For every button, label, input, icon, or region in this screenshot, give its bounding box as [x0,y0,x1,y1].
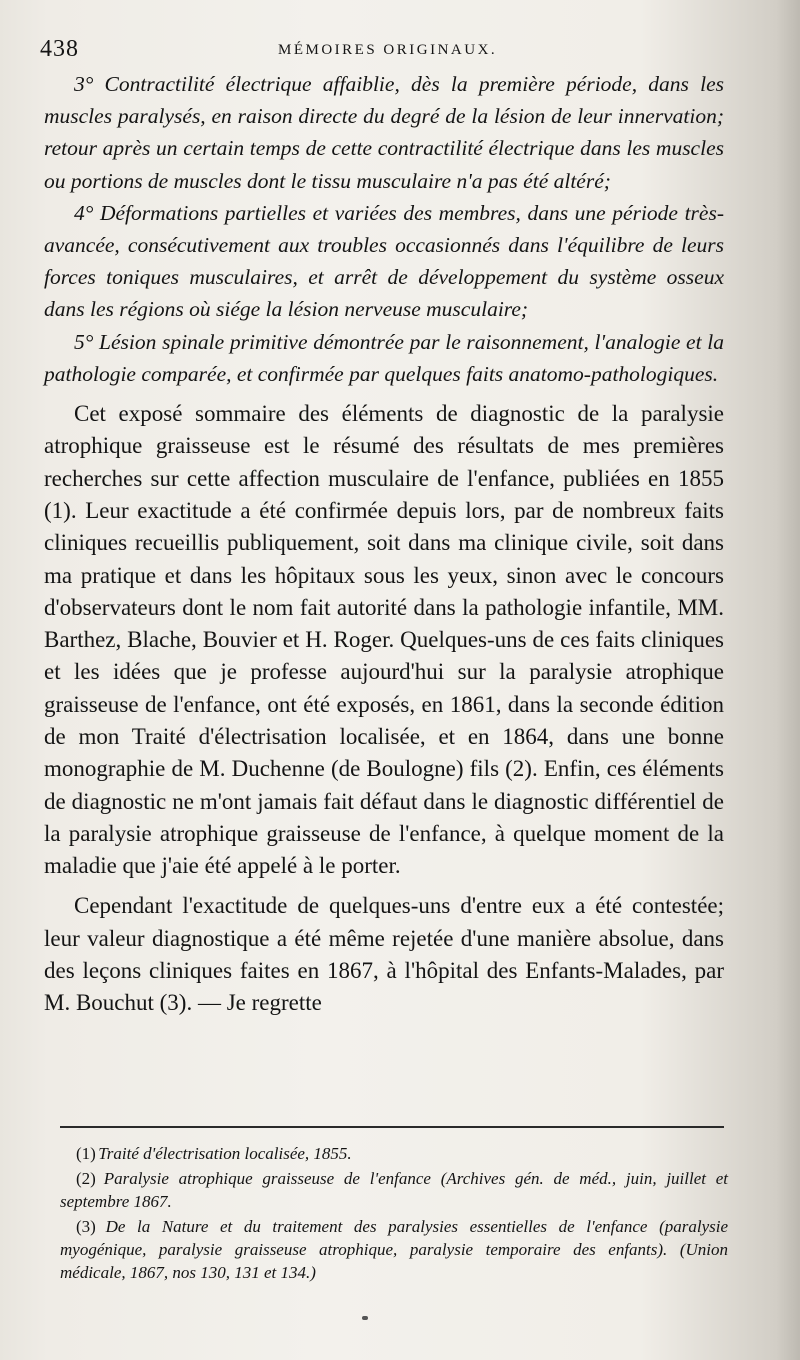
paragraph-diagnostic-summary: Cet exposé sommaire des éléments de diagnostic de la paralysie atrophique graisseuse est le résumé des résultats de mes premières recherches sur cette affection musculaire de l'enfance, publiées en 1855 (1). Leur exactitude a été confirmée depuis lors, par de nombreux faits cliniques recueillis publiquement, soit dans ma clinique civile, soit dans ma pratique et dans les hôpitaux sous les yeux, sinon avec le concours d'observateurs dont le nom fait autorité dans la pathologie infantile, MM. Barthez, Blache, Bouvier et H. Roger. Quelques-uns de ces faits cliniques et les idées que je professe aujourd'hui sur la paralysie atrophique graisseuse de l'enfance, ont été exposés, en 1861, dans la seconde édition de mon Traité d'électrisation localisée, et en 1864, dans une bonne monographie de M. Duchenne (de Boulogne) fils (2). Enfin, ces éléments de diagnostic ne m'ont jamais fait défaut dans le diagnostic différentiel de la paralysie atrophique graisseuse de l'enfance, à quelque moment de la maladie que j'aie été appelé à le porter. [44,401,724,879]
page-header [40,36,720,66]
footnote-text: De la Nature et du traitement des paralysies essentielles de l'enfance (paralysie myogénique, paralysie graisseuse atrophique, paralysie temporaire des enfants). (Union médicale, 1867, nos 130, 131 et 134.) [60,1217,728,1282]
footnote-divider [60,1126,724,1128]
footnote-item [60,1142,728,1165]
print-speck [362,1316,368,1320]
footnote-number: (2) [76,1169,96,1188]
paragraph-item-3: 3° Contractilité électrique affaiblie, dès la première période, dans les muscles paralysés, en raison directe du degré de la lésion de leur innervation; retour après un certain temps de cette contractilité électrique dans les muscles ou portions de muscles dont le tissu musculaire n'a pas été altéré; [44,72,724,193]
footnote-item [60,1215,728,1284]
main-text [44,68,724,1020]
footnote-text: Paralysie atrophique graisseuse de l'enfance (Archives gén. de méd., juin, juillet et septembre 1867. [60,1169,729,1211]
paragraph-item-5: 5° Lésion spinale primitive démontrée par le raisonnement, l'analogie et la pathologie comparée, et confirmée par quelques faits anatomo-pathologiques. [44,329,724,386]
paragraph-item-4: 4° Déformations partielles et variées des membres, dans une période très-avancée, consécutivement aux troubles occasionnés dans l'équilibre de leurs forces toniques musculaires, et arrêt de développement du système osseux dans les régions où siége la lésion nerveuse musculaire; [44,200,724,322]
page-number: 438 [40,36,79,62]
footnote-number: (1) [76,1144,96,1163]
footnote-number: (3) [76,1217,96,1236]
footnotes [60,1142,728,1286]
footnote-text: Traité d'électrisation localisée, 1855. [98,1144,352,1163]
footnote-item [60,1167,728,1213]
paragraph-bouchut-contestation: Cependant l'exactitude de quelques-uns d'entre eux a été contestée; leur valeur diagnostique a été même rejetée d'une manière absolue, dans des leçons cliniques faites en 1867, à l'hôpital des Enfants-Malades, par M. Bouchut (3). — Je regrette [44,893,724,1016]
running-head: MÉMOIRES ORIGINAUX. [278,42,498,58]
